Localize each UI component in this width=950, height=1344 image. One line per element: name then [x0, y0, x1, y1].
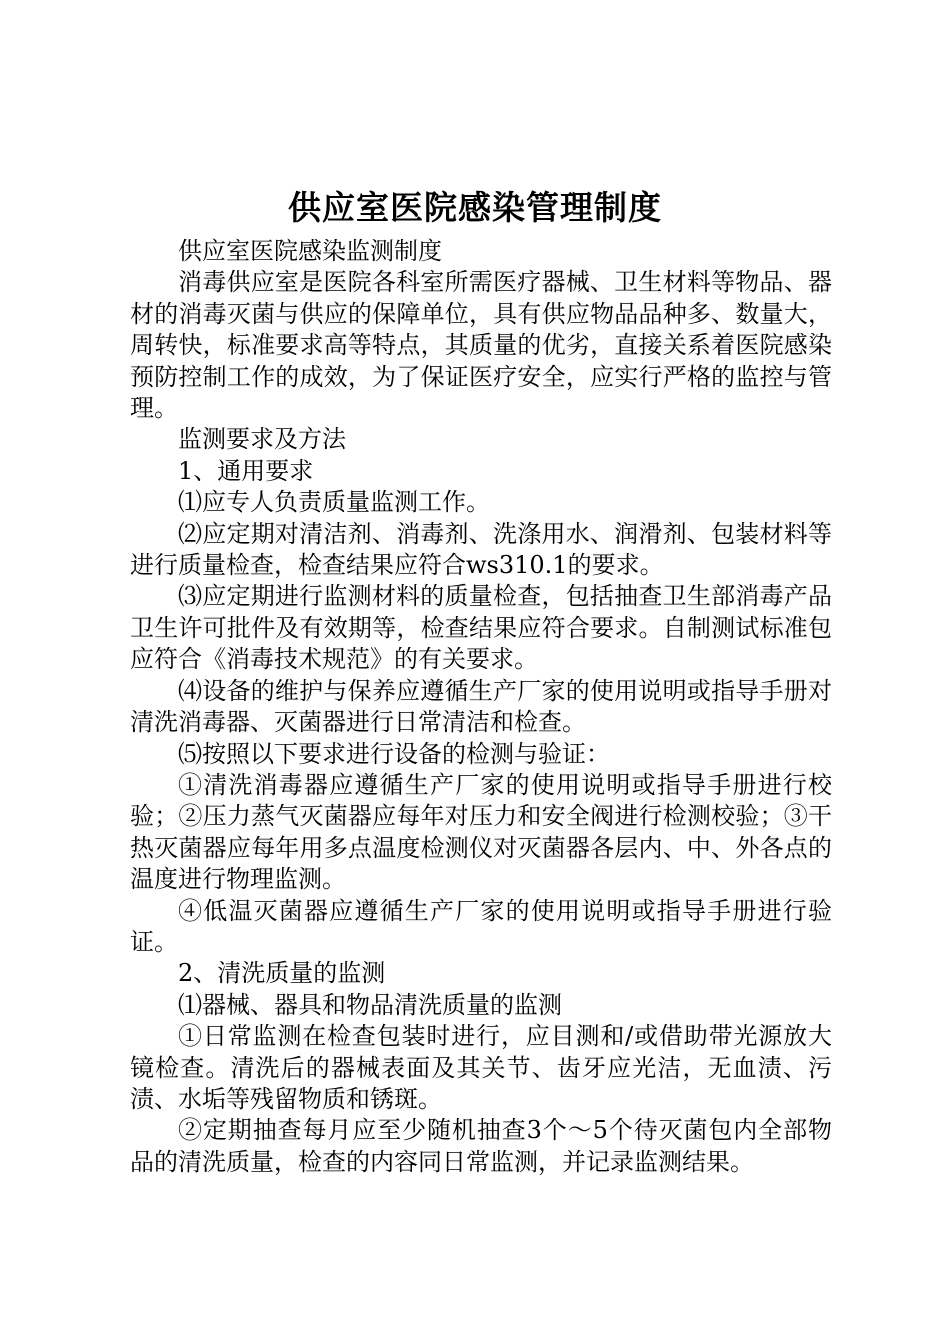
list-item: ⑶应定期进行监测材料的质量检查，包括抽查卫生部消毒产品卫生许可批件及有效期等，检查结果应符合要求。自制测试标准包应符合《消毒技术规范》的有关要求。: [130, 582, 832, 674]
list-item: ⑴应专人负责质量监测工作。: [178, 488, 490, 517]
list-item: ⑷设备的维护与保养应遵循生产厂家的使用说明或指导手册对清洗消毒器、灭菌器进行日常清洁和检查。: [130, 676, 832, 737]
section-heading: 监测要求及方法: [178, 425, 346, 454]
list-item: ⑴器械、器具和物品清洗质量的监测: [178, 990, 562, 1019]
section-heading: 供应室医院感染监测制度: [178, 237, 442, 265]
list-item: ②定期抽查每月应至少随机抽查3个～5个待灭菌包内全部物品的清洗质量，检查的内容同日常监测，并记录监测结果。: [130, 1116, 832, 1176]
list-item: ⑸按照以下要求进行设备的检测与验证：: [178, 739, 610, 768]
list-item: ⑵应定期对清洁剂、消毒剂、洗涤用水、润滑剂、包装材料等进行质量检查，检查结果应符合ws310.1的要求。: [130, 519, 832, 580]
list-item: ④低温灭菌器应遵循生产厂家的使用说明或指导手册进行验证。: [130, 896, 832, 956]
list-item: ①日常监测在检查包装时进行，应目测和/或借助带光源放大镜检查。清洗后的器械表面及其关节、齿牙应光洁，无血渍、污渍、水垢等残留物质和锈斑。: [130, 1022, 832, 1113]
list-item: ①清洗消毒器应遵循生产厂家的使用说明或指导手册进行校验；②压力蒸气灭菌器应每年对压力和安全阀进行检测校验；③干热灭菌器应每年用多点温度检测仪对灭菌器各层内、中、外各点的温度进行物理监测。: [130, 770, 832, 894]
subsection-heading: 1、通用要求: [178, 456, 314, 485]
subsection-heading: 2、清洗质量的监测: [178, 959, 386, 988]
intro-paragraph: 消毒供应室是医院各科室所需医疗器械、卫生材料等物品、器材的消毒灭菌与供应的保障单位，具有供应物品品种多、数量大，周转快，标准要求高等特点，其质量的优劣，直接关系着医院感染预防控制工作的成效，为了保证医疗安全，应实行严格的监控与管理。: [130, 268, 832, 423]
document-title: 供应室医院感染管理制度: [288, 188, 662, 227]
document-body: [130, 236, 832, 1178]
